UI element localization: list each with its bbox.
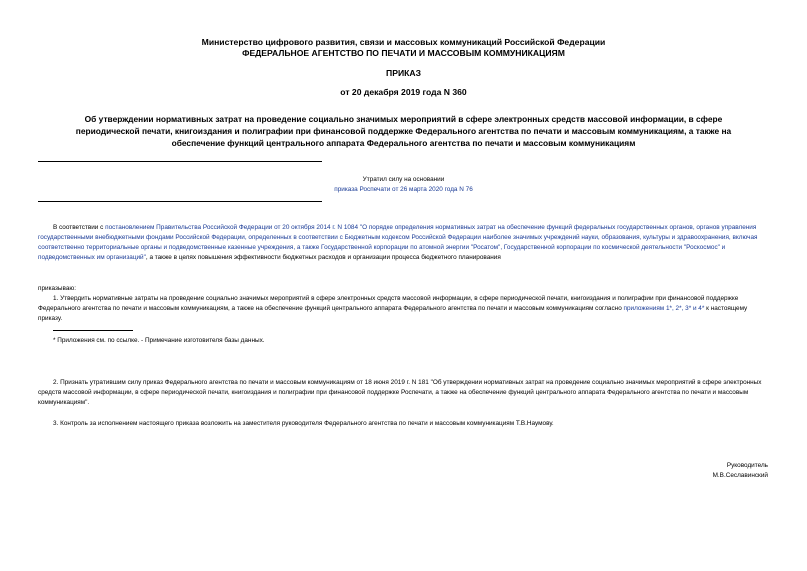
signature-position: Руководитель <box>726 462 768 469</box>
divider-line <box>38 201 322 202</box>
item-1-paragraph <box>38 294 770 324</box>
item-1-text: 1. Утвердить нормативные затраты на проведение социально значимых мероприятий в сфере электронных средств массовой информации, в сфере периодической печати, книгоиздания и полиграфии при финансовой поддержке Федерального агентства по печати и массовым коммуникациям, а также на обеспечение функций центрального аппарата Федерального агентства по печати и массовым коммуникациям согласно <box>38 295 739 312</box>
preamble-text: В соответствии с <box>53 224 106 231</box>
agency-name: ФЕДЕРАЛЬНОЕ АГЕНТСТВО ПО ПЕЧАТИ И МАССОВЫМ КОММУНИКАЦИЯМ <box>242 48 565 58</box>
footnote-divider <box>53 330 133 331</box>
document-title-line-1: Об утверждении нормативных затрат на проведение социально значимых мероприятий в сфере электронных средств массовой информации, в сфере <box>84 114 723 124</box>
appendices-link[interactable]: приложениям 1*, 2*, 3* и 4* <box>623 305 705 312</box>
status-note-text: Утратил силу на основании <box>362 176 445 183</box>
document-title-line-2: периодической печати, книгоиздания и полиграфии при финансовой поддержке Федерального агентства по печати и массовым коммуникациям, а также на <box>75 126 732 136</box>
repeal-order-link[interactable]: приказа Роспечати от 26 марта 2020 года N 76 <box>334 186 473 193</box>
item-2-paragraph: 2. Признать утратившим силу приказ Федерального агентства по печати и массовым коммуникациям от 18 июня 2019 г. N 181 "Об утверждении нормативных затрат на проведение социально значимых мероприятий в сфере электронных средств массовой информации, в сфере периодической печати, книгоиздания и полиграфии при финансовой поддержке Роспечати, а также на обеспечение функций центрального аппарата Федерального агентства по печати и массовым коммуникациям". <box>38 379 762 406</box>
document-date-number: от 20 декабря 2019 года N 360 <box>340 87 467 97</box>
document-title-line-3: обеспечение функций центрального аппарата Федерального агентства по печати и массовым коммуникациям <box>171 138 636 148</box>
preamble-text-tail: , а также в целях повышения эффективности бюджетных расходов и организации процесса бюджетного планирования <box>145 254 501 261</box>
preamble-paragraph <box>38 223 770 263</box>
item-3-paragraph: 3. Контроль за исполнением настоящего приказа возложить на заместителя руководителя Федерального агентства по печати и массовым коммуникациям Т.В.Наумову. <box>53 420 554 427</box>
footnote-text: * Приложения см. по ссылке. - Примечание изготовителя базы данных. <box>53 337 265 344</box>
signature-name: М.В.Сеславинский <box>712 472 768 479</box>
item-1-tail: к настоящему приказу. <box>38 305 748 322</box>
government-decree-link[interactable]: постановлением Правительства Российской Федерации от 20 октября 2014 г. N 1084 "О порядке определения нормативных затрат на обеспечение функций федеральных государственных органов, органов управления государственными внебюджетными фондами Российской Федерации, определенных в соответствии с Бюджетным кодексом Российской Федерации наиболее значимых учреждений науки, образования, культуры и здравоохранения, включая соответственно территориальные органы и подведомственные казенные учреждения, а также Государственной корпорации по атомной энергии "Росатом", Государственной корпорации по космической деятельности "Роскосмос" и подведомственных им организаций" <box>38 224 758 261</box>
document-type: ПРИКАЗ <box>386 68 421 78</box>
order-word: приказываю: <box>38 285 76 292</box>
divider-line <box>38 161 322 162</box>
ministry-name: Министерство цифрового развития, связи и массовых коммуникаций Российской Федерации <box>201 37 606 47</box>
